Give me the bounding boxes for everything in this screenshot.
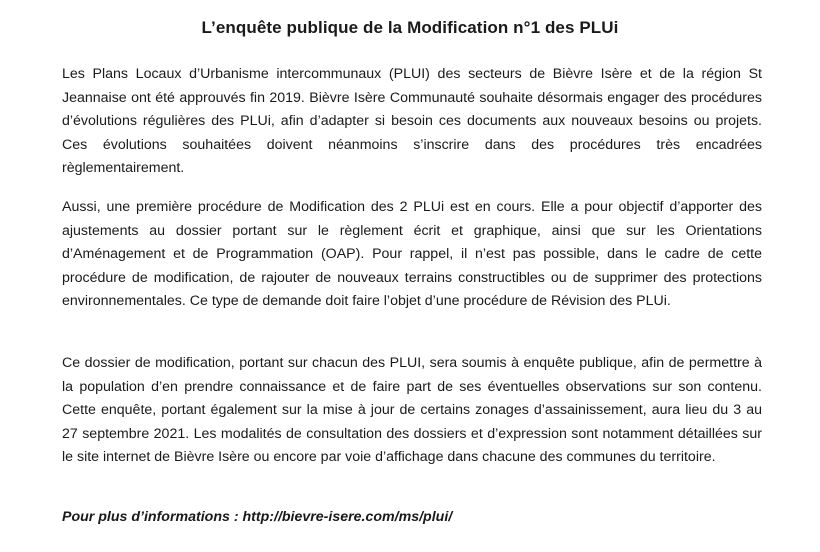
paragraph-public-inquiry: Ce dossier de modification, portant sur chacun des PLUI, sera soumis à enquête publique, afin de permettre à la population d’en prendre connaissance et de faire part de ses éventuelles observations sur son contenu. Cette enquête, portant également sur la mise à jour de certains zonages d’assainissement, aura lieu du 3 au 27 septembre 2021. Les modalités de consultation des dossiers et d’expression sont notamment détaillées sur le site internet de Bièvre Isère ou encore par voie d’affichage dans chacune des communes du territoire. bbox=[62, 355, 762, 466]
document-title: L’enquête publique de la Modification n°1 des PLUi bbox=[201, 18, 619, 37]
more-info-footer: Pour plus d’informations : http://bievre-isere.com/ms/plui/ bbox=[62, 509, 453, 525]
paragraph-approval: Les Plans Locaux d’Urbanisme intercommunaux (PLUI) des secteurs de Bièvre Isère et de la région St Jeannaise ont été approuvés fin 2019. Bièvre Isère Communauté souhaite désormais engager des procédures d’évolutions régulières des PLUi, afin d’adapter si besoin ces documents aux nouveaux besoins ou projets. Ces évolutions souhaitées doivent néanmoins s’inscrire dans des procédures très encadrées règlementairement. bbox=[62, 66, 762, 177]
paragraph-modification-procedure: Aussi, une première procédure de Modification des 2 PLUi est en cours. Elle a pour objectif d’apporter des ajustements au dossier portant sur le règlement écrit et graphique, ainsi que sur les Orientations d’Aménagement et de Programmation (OAP). Pour rappel, il n’est pas possible, dans le cadre de cette procédure de modification, de rajouter de nouveaux terrains constructibles ou de supprimer des protections environnementales. Ce type de demande doit faire l’objet d’une procédure de Révision des PLUi. bbox=[62, 199, 762, 310]
